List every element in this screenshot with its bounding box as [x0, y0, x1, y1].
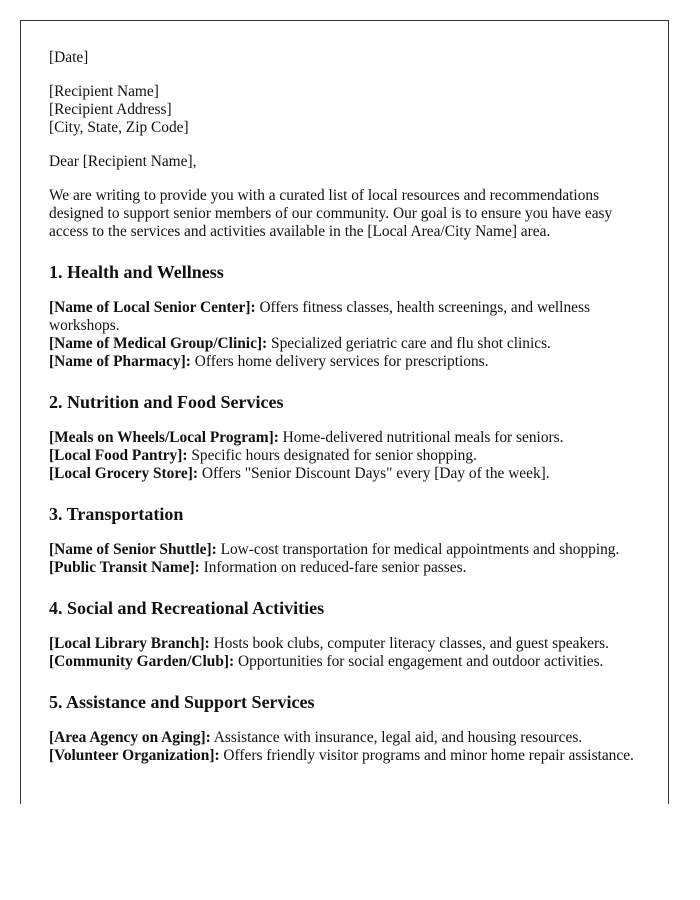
resource-list — [49, 729, 648, 765]
resource-item — [49, 465, 648, 483]
resource-item — [49, 353, 648, 371]
resource-name: [Name of Pharmacy]: — [49, 353, 191, 370]
resource-item — [49, 747, 648, 765]
resource-name: [Local Library Branch]: — [49, 635, 210, 652]
resource-name: [Name of Local Senior Center]: — [49, 299, 256, 316]
letter-document — [20, 20, 669, 804]
section — [49, 597, 648, 671]
section-heading: 5. Assistance and Support Services — [49, 692, 315, 712]
section-heading: 4. Social and Recreational Activities — [49, 598, 325, 618]
section — [49, 503, 648, 577]
section-heading: 1. Health and Wellness — [49, 262, 224, 282]
resource-list — [49, 541, 648, 577]
salutation: Dear [Recipient Name], — [49, 153, 197, 170]
resource-description: Specific hours designated for senior shopping. — [187, 447, 477, 464]
resource-name: [Public Transit Name]: — [49, 559, 200, 576]
resource-list — [49, 429, 648, 483]
resource-item — [49, 429, 648, 447]
resource-item — [49, 729, 648, 747]
resource-description: Home-delivered nutritional meals for seniors. — [278, 429, 564, 446]
resource-name: [Meals on Wheels/Local Program]: — [49, 429, 279, 446]
resource-item — [49, 447, 648, 465]
resource-name: [Local Food Pantry]: — [49, 447, 188, 464]
resource-name: [Area Agency on Aging]: — [49, 729, 211, 746]
resource-item — [49, 559, 648, 577]
resource-description: Information on reduced-fare senior passes. — [199, 559, 467, 576]
section-heading: 2. Nutrition and Food Services — [49, 392, 284, 412]
section-heading: 3. Transportation — [49, 504, 184, 524]
resource-name: [Community Garden/Club]: — [49, 653, 235, 670]
resource-description: Offers home delivery services for prescriptions. — [190, 353, 489, 370]
resource-item — [49, 335, 648, 353]
recipient-block — [49, 83, 648, 137]
resource-list — [49, 299, 648, 371]
intro-paragraph: We are writing to provide you with a curated list of local resources and recommendations designed to support senior members of our community. Our goal is to ensure you have easy access to the services and activities available in the [Local Area/City Name] area. — [49, 187, 613, 240]
section — [49, 691, 648, 765]
resource-description: Hosts book clubs, computer literacy classes, and guest speakers. — [209, 635, 609, 652]
recipient-address: [Recipient Address] — [49, 101, 172, 118]
resource-item — [49, 541, 648, 559]
resource-description: Opportunities for social engagement and outdoor activities. — [234, 653, 604, 670]
resource-description: Low-cost transportation for medical appointments and shopping. — [216, 541, 620, 558]
resource-description: Offers "Senior Discount Days" every [Day of the week]. — [198, 465, 550, 482]
resource-item — [49, 299, 648, 335]
resource-description: Specialized geriatric care and flu shot clinics. — [267, 335, 551, 352]
recipient-name: [Recipient Name] — [49, 83, 159, 100]
resource-list — [49, 635, 648, 671]
resource-description: Offers fitness classes, health screenings, and wellness workshops. — [49, 299, 590, 334]
section — [49, 261, 648, 371]
recipient-city: [City, State, Zip Code] — [49, 119, 189, 136]
resource-name: [Name of Medical Group/Clinic]: — [49, 335, 268, 352]
resource-name: [Name of Senior Shuttle]: — [49, 541, 217, 558]
section — [49, 391, 648, 483]
resource-name: [Volunteer Organization]: — [49, 747, 220, 764]
resource-item — [49, 635, 648, 653]
date: [Date] — [49, 49, 89, 66]
resource-item — [49, 653, 648, 671]
resource-description: Assistance with insurance, legal aid, and housing resources. — [210, 729, 583, 746]
resource-name: [Local Grocery Store]: — [49, 465, 199, 482]
resource-description: Offers friendly visitor programs and minor home repair assistance. — [219, 747, 634, 764]
